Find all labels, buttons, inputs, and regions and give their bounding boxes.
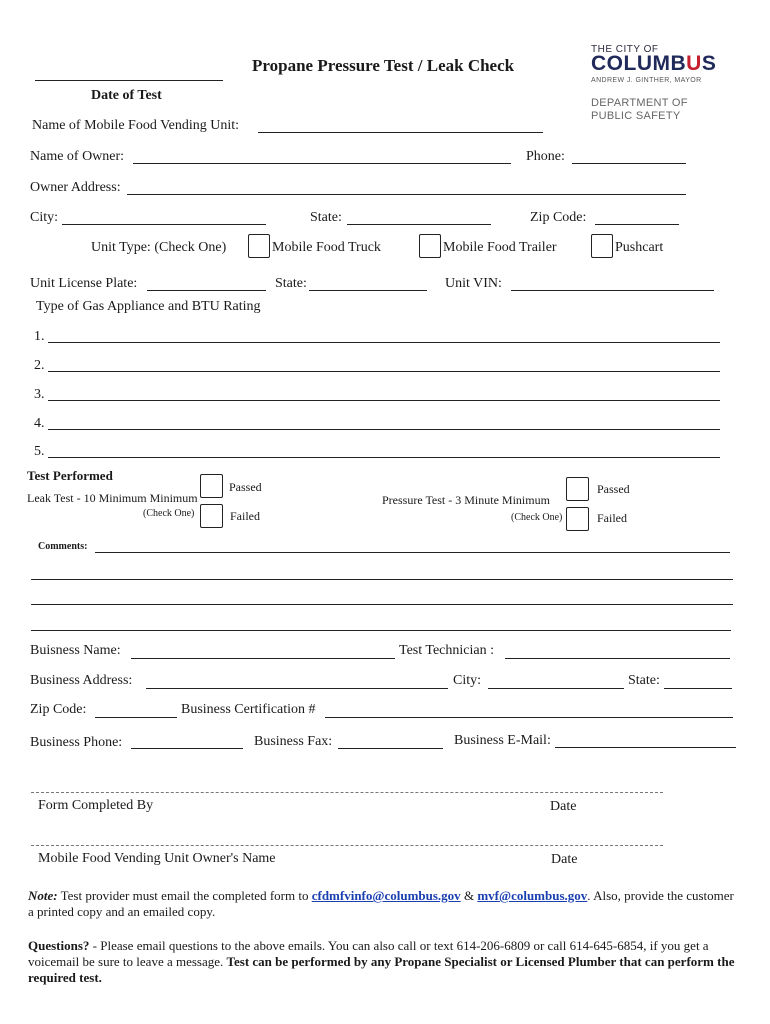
business-address-label: Business Address: <box>30 673 133 688</box>
business-cert-label: Business Certification # <box>181 702 316 717</box>
test-technician-label: Test Technician : <box>399 643 494 658</box>
note-text-2: . Also, provide the customer a printed copy and an emailed copy. <box>28 888 734 919</box>
questions-text: - Please email questions to the above emails. You can also call or text 614-206-6809 or call 614-645-6854, if you get a voicemail be sure to leave a message. <box>28 938 709 969</box>
leak-test-label: Leak Test - 10 Minimum Minimum <box>27 491 198 505</box>
logo-mayor-text: ANDREW J. GINTHER, MAYOR <box>591 77 702 84</box>
vin-field[interactable] <box>511 290 714 291</box>
test-technician-field[interactable] <box>505 658 730 659</box>
leak-passed-checkbox[interactable] <box>200 474 223 498</box>
pressure-check-one-label: (Check One) <box>511 512 563 523</box>
pushcart-label: Pushcart <box>615 240 664 255</box>
business-email-field[interactable] <box>555 747 736 748</box>
owner-address-field[interactable] <box>127 194 686 195</box>
comments-field[interactable] <box>31 579 733 580</box>
pressure-failed-checkbox[interactable] <box>566 507 589 531</box>
business-cert-field[interactable] <box>325 717 733 718</box>
owner-address-label: Owner Address: <box>30 180 121 195</box>
pressure-failed-label: Failed <box>597 511 627 525</box>
mobile-food-truck-checkbox[interactable] <box>248 234 270 258</box>
completed-by-signature-line[interactable] <box>31 792 663 793</box>
note-amp: & <box>460 888 478 903</box>
plate-state-label: State: <box>275 276 307 291</box>
business-address-field[interactable] <box>146 688 448 689</box>
appliance-row-number: 5. <box>34 444 45 459</box>
business-city-field[interactable] <box>488 688 624 689</box>
business-zip-field[interactable] <box>95 717 177 718</box>
completed-by-label: Form Completed By <box>38 798 154 813</box>
logo-dept-line1: DEPARTMENT OF <box>591 97 688 109</box>
owner-phone-field[interactable] <box>572 163 686 164</box>
unit-type-label: Unit Type: (Check One) <box>91 240 227 255</box>
business-state-field[interactable] <box>664 688 732 689</box>
business-name-field[interactable] <box>131 658 395 659</box>
mobile-food-truck-label: Mobile Food Truck <box>272 240 381 255</box>
leak-failed-label: Failed <box>230 509 260 523</box>
zip-field[interactable] <box>595 224 679 225</box>
pressure-passed-checkbox[interactable] <box>566 477 589 501</box>
owner-name-signature-label: Mobile Food Vending Unit Owner's Name <box>38 851 276 866</box>
owner-name-field[interactable] <box>133 163 511 164</box>
business-phone-label: Business Phone: <box>30 735 123 750</box>
note-label: Note: <box>28 888 58 903</box>
date-label: Date <box>551 852 578 867</box>
owner-name-label: Name of Owner: <box>30 149 125 164</box>
email-link-cfdmfvinfo[interactable]: cfdmfvinfo@columbus.gov <box>311 888 461 903</box>
logo-city-text: THE CITY OF <box>591 44 659 55</box>
questions-bold-text: Test can be performed by any Propane Specialist or Licensed Plumber that can perform the required test. <box>28 954 735 985</box>
columbus-logo <box>591 44 731 124</box>
questions-paragraph <box>28 938 740 986</box>
date-label: Date <box>550 799 577 814</box>
appliance-row-field[interactable] <box>48 400 720 401</box>
city-field[interactable] <box>62 224 266 225</box>
appliance-heading: Type of Gas Appliance and BTU Rating <box>36 299 261 314</box>
appliance-row-number: 3. <box>34 387 45 402</box>
business-zip-label: Zip Code: <box>30 702 87 717</box>
unit-name-label: Name of Mobile Food Vending Unit: <box>32 118 240 133</box>
appliance-row-number: 4. <box>34 416 45 431</box>
logo-name <box>591 52 716 76</box>
vin-label: Unit VIN: <box>445 276 502 291</box>
date-of-test-line[interactable] <box>35 80 223 81</box>
business-name-label: Buisness Name: <box>30 643 121 658</box>
appliance-row-field[interactable] <box>48 342 720 343</box>
questions-label: Questions? <box>28 938 90 953</box>
state-label: State: <box>310 210 342 225</box>
logo-name-u: U <box>686 52 702 75</box>
leak-check-one-label: (Check One) <box>143 508 195 519</box>
comments-field[interactable] <box>95 552 730 553</box>
pushcart-checkbox[interactable] <box>591 234 613 258</box>
comments-label: Comments: <box>38 541 88 552</box>
note-text-1: Test provider must email the completed form to <box>57 888 312 903</box>
test-performed-heading: Test Performed <box>27 468 113 483</box>
appliance-row-field[interactable] <box>48 429 720 430</box>
comments-field[interactable] <box>31 604 733 605</box>
logo-dept-line2: PUBLIC SAFETY <box>591 110 681 122</box>
owner-signature-line[interactable] <box>31 845 663 846</box>
email-link-mvf[interactable]: mvf@columbus.gov <box>477 888 588 903</box>
comments-field[interactable] <box>31 630 731 631</box>
business-phone-field[interactable] <box>131 748 243 749</box>
page-title: Propane Pressure Test / Leak Check <box>252 56 515 75</box>
zip-label: Zip Code: <box>530 210 587 225</box>
logo-name-main: COLUMB <box>591 52 687 75</box>
leak-failed-checkbox[interactable] <box>200 504 223 528</box>
license-plate-field[interactable] <box>147 290 266 291</box>
pressure-passed-label: Passed <box>597 482 630 496</box>
owner-phone-label: Phone: <box>526 149 565 164</box>
city-label: City: <box>30 210 59 225</box>
license-plate-label: Unit License Plate: <box>30 276 138 291</box>
logo-name-end: S <box>701 52 717 75</box>
date-of-test-label: Date of Test <box>91 88 162 103</box>
mobile-food-trailer-checkbox[interactable] <box>419 234 441 258</box>
pressure-test-label: Pressure Test - 3 Minute Minimum <box>382 493 550 507</box>
mobile-food-trailer-label: Mobile Food Trailer <box>443 240 557 255</box>
appliance-row-number: 1. <box>34 329 45 344</box>
business-email-label: Business E-Mail: <box>454 733 551 748</box>
state-field[interactable] <box>347 224 491 225</box>
business-fax-field[interactable] <box>338 748 443 749</box>
leak-passed-label: Passed <box>229 480 262 494</box>
business-city-label: City: <box>453 673 482 688</box>
plate-state-field[interactable] <box>309 290 427 291</box>
unit-name-field[interactable] <box>258 132 543 133</box>
appliance-row-number: 2. <box>34 358 45 373</box>
appliance-row-field[interactable] <box>48 371 720 372</box>
business-fax-label: Business Fax: <box>254 734 333 749</box>
note-paragraph <box>28 888 740 920</box>
business-state-label: State: <box>628 673 660 688</box>
appliance-row-field[interactable] <box>48 457 720 458</box>
